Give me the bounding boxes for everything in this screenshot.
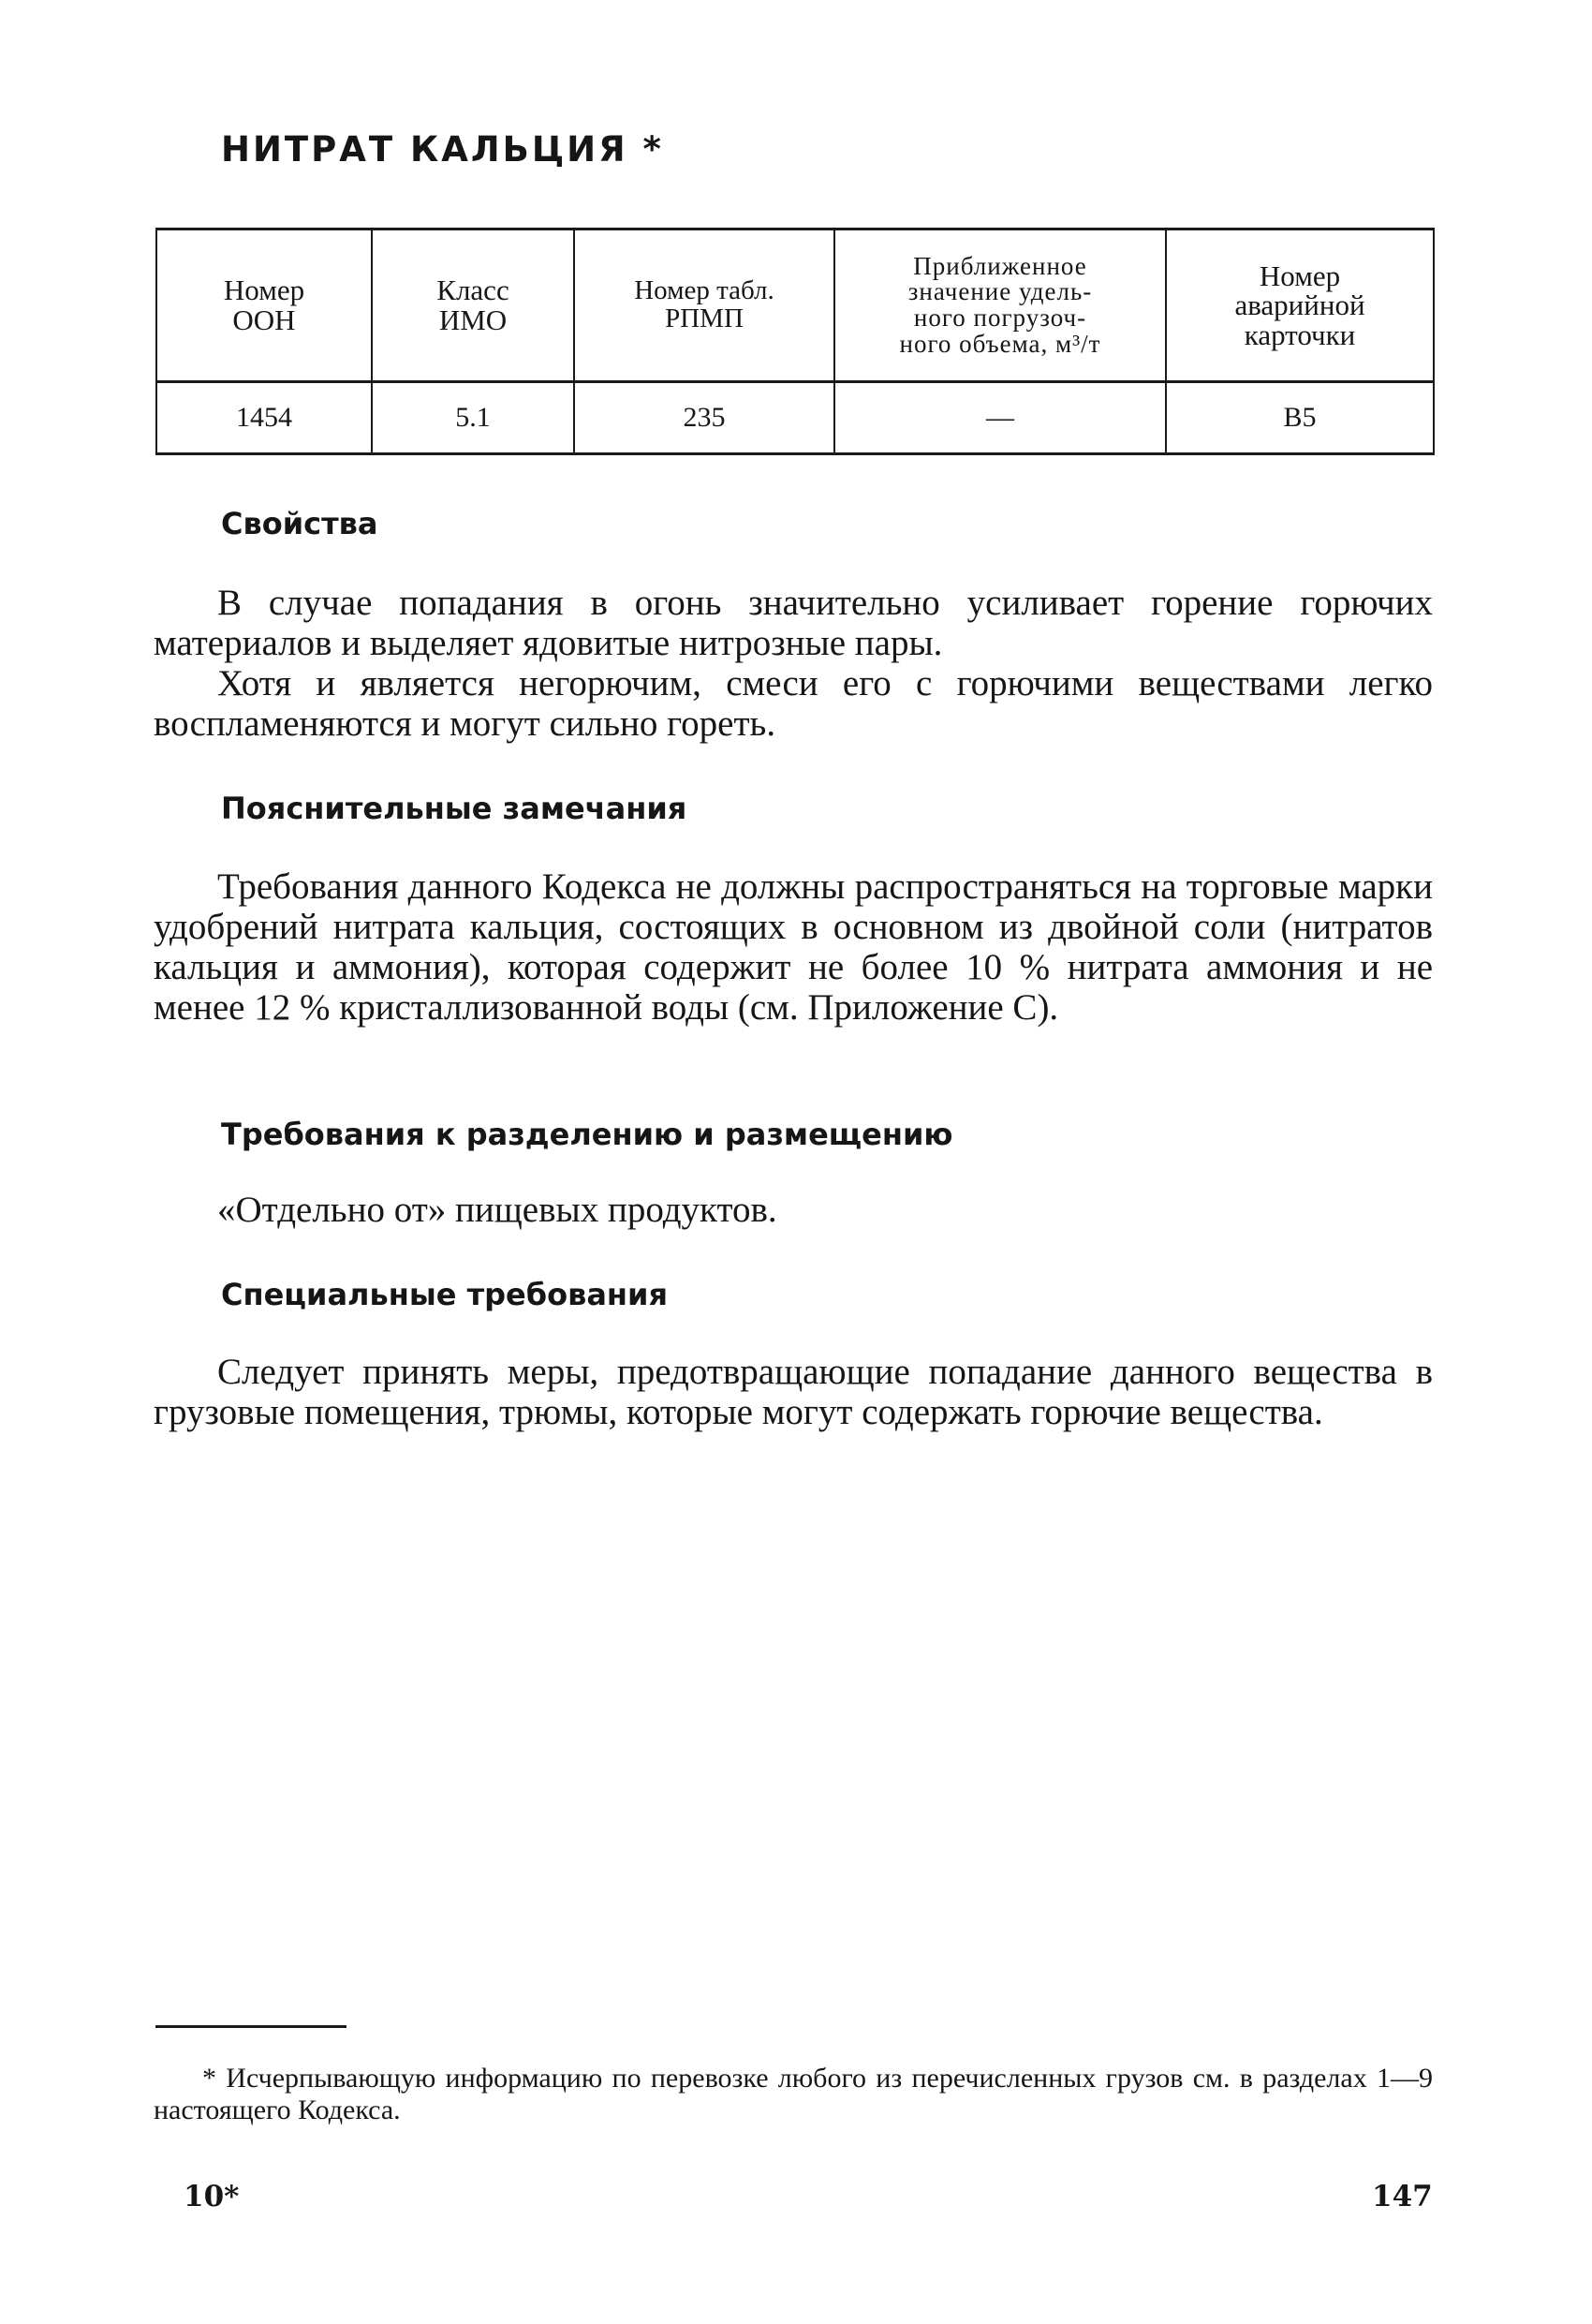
header-text: Номер аварийной карточки	[1234, 259, 1365, 351]
section-heading-notes: Пояснительные замечания	[221, 791, 687, 826]
paragraph-notes-1: Требования данного Кодекса не должны распространяться на торговые марки удобрений нитрата кальция, состоящих в основном из двойной соли (нитратов кальция и аммония), которая содержит не более 10 % нитрата аммония и не менее 12 % кристаллизованной воды (см. Приложение С).	[154, 866, 1433, 1028]
cell-emergency-card: B5	[1166, 382, 1434, 454]
printer-signature-mark: 10*	[184, 2180, 240, 2213]
footnote-divider	[155, 2025, 346, 2028]
cell-ems-table: 235	[574, 382, 834, 454]
cell-un-number: 1454	[156, 382, 372, 454]
header-emergency-card	[1166, 229, 1434, 382]
header-imo-class	[372, 229, 574, 382]
cargo-data-table	[155, 228, 1435, 455]
header-ems-table	[574, 229, 834, 382]
header-text: Приближенное значение удель- ного погрузоч- ного объема, м³/т	[899, 251, 1101, 358]
paragraph-properties-1: В случае попадания в огонь значительно усиливает горение горючих материалов и выделяет ядовитые нитрозные пары.	[154, 583, 1433, 663]
header-text: Номер ООН	[223, 274, 305, 336]
page-number: 147	[1372, 2180, 1433, 2213]
header-text: Класс ИМО	[436, 274, 509, 336]
cell-imo-class: 5.1	[372, 382, 574, 454]
paragraph-segregation-1: «Отдельно от» пищевых продуктов.	[217, 1190, 777, 1230]
page-title: НИТРАТ КАЛЬЦИЯ *	[221, 129, 664, 170]
header-un-number	[156, 229, 372, 382]
section-heading-segregation: Требования к разделению и размещению	[221, 1117, 953, 1152]
cell-stowage-factor: —	[834, 382, 1166, 454]
header-stowage-factor	[834, 229, 1166, 382]
section-heading-special: Специальные требования	[221, 1277, 668, 1312]
table-row	[156, 382, 1434, 454]
table-header-row	[156, 229, 1434, 382]
header-text: Номер табл. РПМП	[634, 275, 774, 333]
paragraph-properties-2: Хотя и является негорючим, смеси его с горючими веществами легко воспламеняются и могут сильно гореть.	[154, 663, 1433, 744]
paragraph-special-1: Следует принять меры, предотвращающие попадание данного вещества в грузовые помещения, трюмы, которые могут содержать горючие вещества.	[154, 1352, 1433, 1432]
section-heading-properties: Свойства	[221, 506, 378, 541]
footnote: * Исчерпывающую информацию по перевозке любого из перечисленных грузов см. в разделах 1—9 настоящего Кодекса.	[154, 2063, 1433, 2125]
